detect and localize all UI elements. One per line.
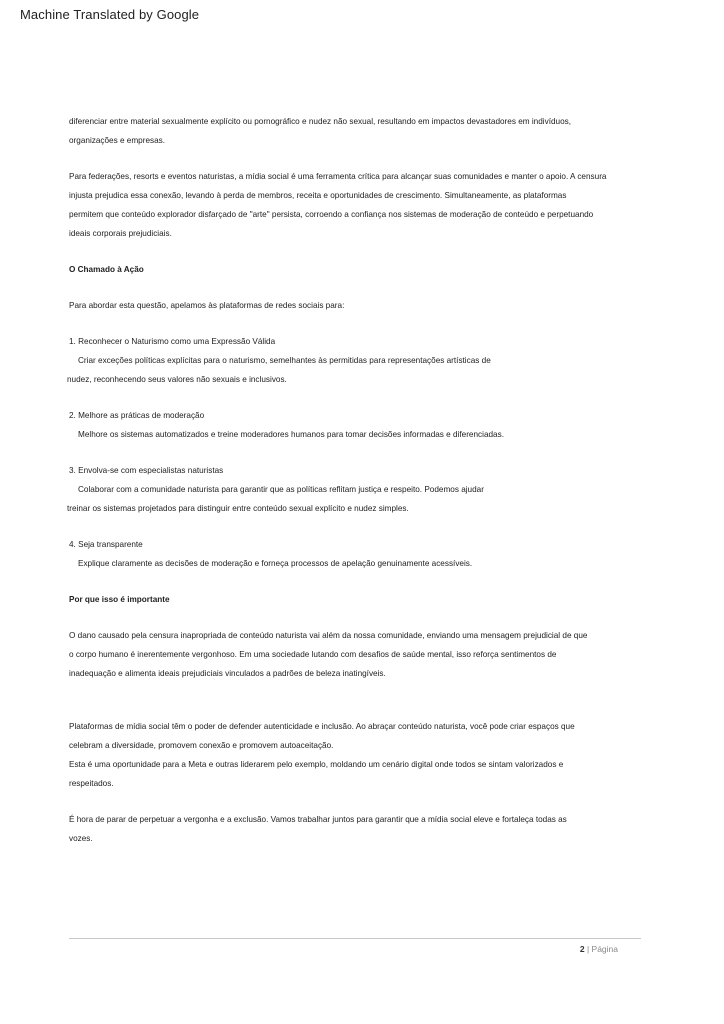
paragraph-line: injusta prejudica essa conexão, levando à perda de membros, receita e oportunidades de crescimento. Simultaneamente, as plataformas <box>69 191 567 200</box>
machine-translation-banner: Machine Translated by Google <box>20 7 200 22</box>
section-heading-call-to-action: O Chamado à Ação <box>69 265 144 274</box>
page-separator: | <box>586 944 590 954</box>
page-number: 2 <box>579 944 585 954</box>
intro-line: Para abordar esta questão, apelamos às plataformas de redes sociais para: <box>69 301 345 310</box>
list-item-title: 2. Melhore as práticas de moderação <box>69 411 205 420</box>
list-item-body: Colaborar com a comunidade naturista para garantir que as políticas reflitam justiça e respeito. Podemos ajudar <box>78 485 484 494</box>
paragraph-line: organizações e empresas. <box>69 136 166 145</box>
footer-divider <box>69 938 641 939</box>
paragraph-line: vozes. <box>69 834 93 843</box>
page-label: Página <box>591 944 618 954</box>
list-item-body: treinar os sistemas projetados para distinguir entre conteúdo sexual explícito e nudez simples. <box>67 504 409 513</box>
list-item-title: 3. Envolva-se com especialistas naturistas <box>69 466 224 475</box>
list-item-body: nudez, reconhecendo seus valores não sexuais e inclusivos. <box>67 375 287 384</box>
paragraph-line: ideais corporais prejudiciais. <box>69 229 172 238</box>
paragraph-line: inadequação e alimenta ideais prejudiciais vinculados a padrões de beleza inatingíveis. <box>69 669 386 678</box>
list-item-title: 4. Seja transparente <box>69 540 143 549</box>
list-item-body: Melhore os sistemas automatizados e treine moderadores humanos para tomar decisões informadas e diferenciadas. <box>78 430 504 439</box>
list-item-body: Criar exceções políticas explícitas para o naturismo, semelhantes às permitidas para representações artísticas de <box>78 356 491 365</box>
paragraph-line: o corpo humano é inerentemente vergonhoso. Em uma sociedade lutando com desafios de saúde mental, isso reforça sentimentos de <box>69 650 557 659</box>
section-heading-why-it-matters: Por que isso é importante <box>69 595 170 604</box>
paragraph-line: É hora de parar de perpetuar a vergonha e a exclusão. Vamos trabalhar juntos para garantir que a mídia social eleve e fortaleça todas as <box>69 815 567 824</box>
list-item-body: Explique claramente as decisões de moderação e forneça processos de apelação genuinamente acessíveis. <box>78 559 473 568</box>
paragraph-line: O dano causado pela censura inapropriada de conteúdo naturista vai além da nossa comunidade, enviando uma mensagem prejudicial de que <box>69 631 588 640</box>
page-footer <box>580 944 618 954</box>
paragraph-line: diferenciar entre material sexualmente explícito ou pornográfico e nudez não sexual, resultando em impactos devastadores em indivíduos, <box>69 117 571 126</box>
paragraph-line: celebram a diversidade, promovem conexão e promovem autoaceitação. <box>69 741 334 750</box>
paragraph-line: respeitados. <box>69 779 114 788</box>
document-page <box>69 112 645 848</box>
paragraph-line: Plataformas de mídia social têm o poder de defender autenticidade e inclusão. Ao abraçar conteúdo naturista, você pode criar espaços que <box>69 722 575 731</box>
paragraph-line: permitem que conteúdo explorador disfarçado de "arte" persista, corroendo a confiança nos sistemas de moderação de conteúdo e perpetuando <box>69 210 594 219</box>
list-item-title: 1. Reconhecer o Naturismo como uma Expressão Válida <box>69 337 276 346</box>
paragraph-line: Para federações, resorts e eventos naturistas, a mídia social é uma ferramenta crítica para alcançar suas comunidades e manter o apoio. A censura <box>69 172 607 181</box>
paragraph-line: Esta é uma oportunidade para a Meta e outras liderarem pelo exemplo, moldando um cenário digital onde todos se sintam valorizados e <box>69 760 564 769</box>
